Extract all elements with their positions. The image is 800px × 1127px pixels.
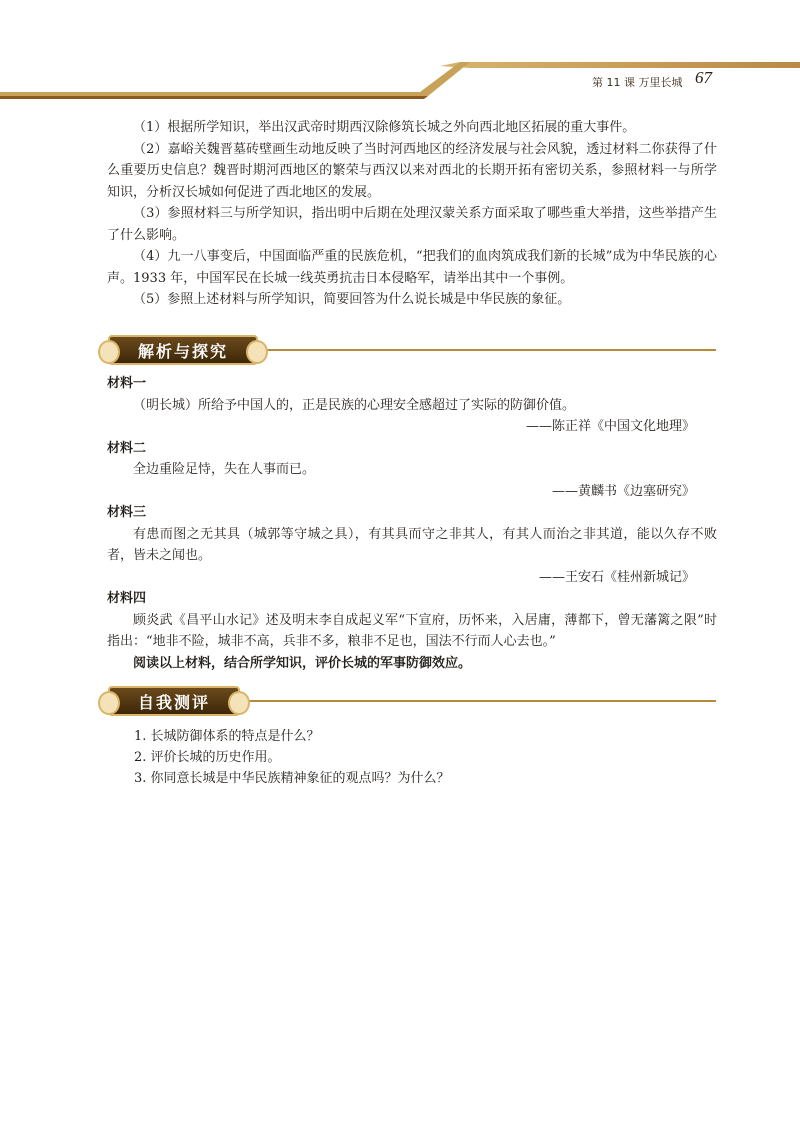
material-block xyxy=(107,373,717,438)
question-list xyxy=(107,117,717,311)
material-heading: 材料二 xyxy=(107,440,147,456)
analysis-section-banner xyxy=(108,335,716,365)
analysis-task: 阅读以上材料，结合所学知识，评价长城的军事防御效应。 xyxy=(133,655,472,671)
question-item: （5）参照上述材料与所学知识，简要回答为什么说长城是中华民族的象征。 xyxy=(133,292,571,307)
material-text: 有患而图之无其具（城郭等守城之具），有其具而守之非其人，有其人而治之非其道，能以久存不败者，皆未之闻也。 xyxy=(107,526,717,563)
material-block xyxy=(107,588,717,653)
material-text: 全边重险足恃，失在人事而已。 xyxy=(133,462,316,477)
evaluation-list xyxy=(134,726,694,789)
banner-rule xyxy=(236,700,716,702)
material-heading: 材料三 xyxy=(107,505,147,520)
question-item: （1）根据所学知识，举出汉武帝时期西汉除修筑长城之外向西北地区拓展的重大事件。 xyxy=(133,120,636,135)
material-block xyxy=(107,502,717,588)
evaluation-item: 2. 评价长城的历史作用。 xyxy=(134,750,281,765)
banner-rule xyxy=(236,349,716,351)
question-item: （3）参照材料三与所学知识，指出明中后期在处理汉蒙关系方面采取了哪些重大举措，这些举措产生了什么影响。 xyxy=(107,206,717,243)
material-text: （明长城）所给予中国人的，正是民族的心理安全感超过了实际的防御价值。 xyxy=(133,397,576,413)
material-source: ——陈正祥《中国文化地理》 xyxy=(525,419,695,434)
material-source: ——黄麟书《边塞研究》 xyxy=(551,483,695,499)
evaluation-banner-label: 自我测评 xyxy=(138,692,211,712)
evaluation-item: 3. 你同意长城是中华民族精神象征的观点吗？为什么？ xyxy=(134,771,450,786)
material-heading: 材料四 xyxy=(107,591,147,606)
evaluation-item: 1. 长城防御体系的特点是什么？ xyxy=(134,729,320,744)
banner-plate xyxy=(108,686,240,716)
question-item: （4）九一八事变后，中国面临严重的民族危机，“把我们的血肉筑成我们新的长城”成为中华民族的心声。1933 年，中国军民在长城一线英勇抗击日本侵略军，请举出其中一个事例。 xyxy=(107,249,717,286)
material-heading: 材料一 xyxy=(107,376,147,391)
analysis-banner-label: 解析与探究 xyxy=(138,341,229,361)
question-item: （2）嘉峪关魏晋墓砖壁画生动地反映了当时河西地区的经济发展与社会风貌，透过材料二你获得了什么重要历史信息？魏晋时期河西地区的繁荣与西汉以来对西北的长期开拓有密切关系，参照材料一与所学知识，分析汉长城如何促进了西北地区的发展。 xyxy=(107,141,717,200)
material-text: 顾炎武《昌平山水记》述及明末李自成起义军“下宣府，历怀来，入居庸，薄都下，曾无藩篱之限”时指出：“地非不险，城非不高，兵非不多，粮非不足也，国法不行而人心去也。” xyxy=(107,612,717,649)
evaluation-section-banner xyxy=(108,686,716,716)
analysis-materials xyxy=(107,373,717,674)
material-block xyxy=(107,438,717,503)
page-number: 67 xyxy=(695,68,712,87)
material-source: ——王安石《桂州新城记》 xyxy=(538,569,695,585)
banner-plate xyxy=(108,335,258,365)
running-head: 第 11 课 万里长城 xyxy=(592,76,683,89)
page-header-band xyxy=(0,0,800,100)
